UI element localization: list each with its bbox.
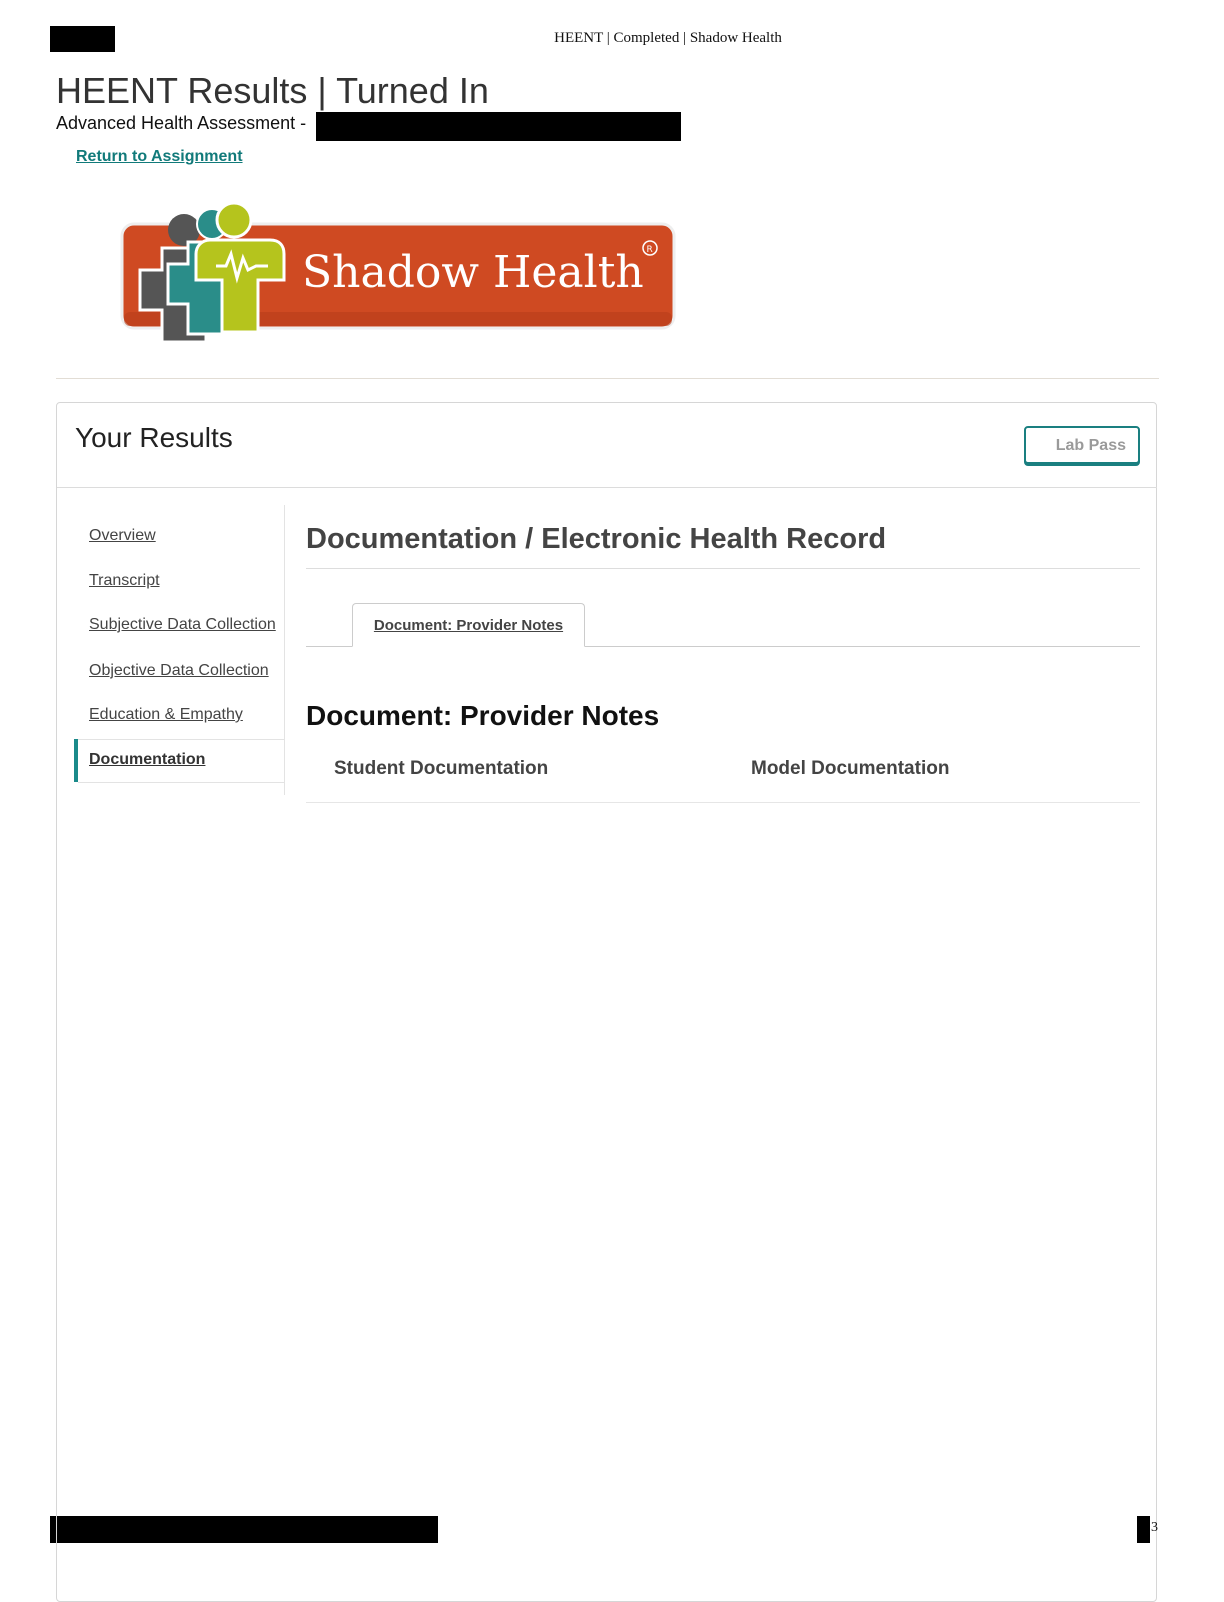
section-heading: Documentation / Electronic Health Record (306, 523, 887, 555)
tab-provider-notes[interactable]: Document: Provider Notes (352, 603, 585, 647)
nav-item-subjective-data-collection[interactable]: Subjective Data Collection (89, 616, 276, 633)
nav-item-overview[interactable]: Overview (89, 527, 156, 544)
shadow-health-logo (112, 196, 682, 346)
logo-text: Shadow Health (302, 247, 644, 298)
document-heading: Document: Provider Notes (306, 700, 660, 731)
nav-item-transcript[interactable]: Transcript (89, 572, 160, 589)
section-divider (306, 568, 1140, 569)
results-side-nav (74, 505, 285, 795)
panel-header-divider (57, 487, 1157, 488)
nav-item-education-empathy[interactable]: Education & Empathy (89, 706, 243, 723)
results-title: Your Results (75, 422, 233, 453)
svg-text:R: R (646, 245, 653, 255)
lab-pass-button[interactable]: Lab Pass (1024, 426, 1140, 464)
documentation-table-divider (306, 802, 1140, 803)
nav-active-bottom-border (78, 782, 284, 783)
nav-item-documentation[interactable]: Documentation (89, 751, 206, 768)
nav-active-indicator (74, 739, 78, 782)
page-title: HEENT Results | Turned In (56, 70, 489, 111)
column-header-model-documentation: Model Documentation (751, 758, 950, 779)
page-number: 3 (1151, 1520, 1158, 1535)
return-to-assignment-link[interactable]: Return to Assignment (76, 148, 243, 165)
nav-active-top-border (78, 739, 284, 740)
print-header-title: HEENT | Completed | Shadow Health (554, 30, 782, 46)
nav-item-objective-data-collection[interactable]: Objective Data Collection (89, 662, 269, 679)
redaction-bar-course-name (316, 112, 681, 141)
header-divider (56, 378, 1159, 379)
column-header-student-documentation: Student Documentation (334, 758, 549, 779)
course-name: Advanced Health Assessment - (56, 113, 307, 133)
